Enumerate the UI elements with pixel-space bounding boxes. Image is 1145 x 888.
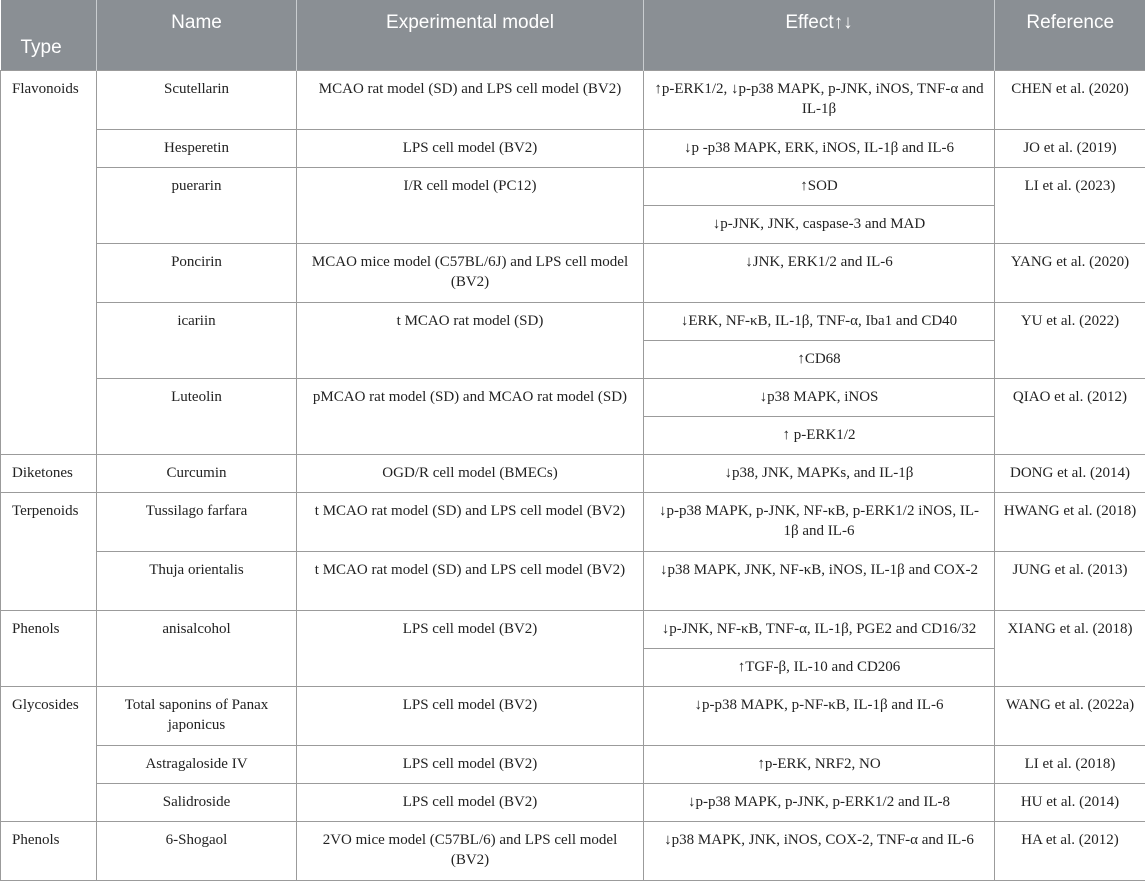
reference-cell: HA et al. (2012)	[995, 822, 1145, 881]
reference-cell: HWANG et al. (2018)	[995, 493, 1145, 552]
model-cell: LPS cell model (BV2)	[297, 611, 644, 687]
table-row	[1, 168, 1145, 206]
reference-cell: LI et al. (2018)	[995, 746, 1145, 784]
reference-cell: YU et al. (2022)	[995, 303, 1145, 379]
reference-cell: YANG et al. (2020)	[995, 244, 1145, 303]
reference-cell: JUNG et al. (2013)	[995, 552, 1145, 611]
model-cell: LPS cell model (BV2)	[297, 784, 644, 822]
model-cell: OGD/R cell model (BMECs)	[297, 455, 644, 493]
reference-cell: LI et al. (2023)	[995, 168, 1145, 244]
model-cell: LPS cell model (BV2)	[297, 130, 644, 168]
name-cell: Thuja orientalis	[97, 552, 297, 611]
reference-cell: CHEN et al. (2020)	[995, 71, 1145, 130]
header-type: Type	[1, 0, 97, 71]
table-row	[1, 455, 1145, 493]
model-cell: t MCAO rat model (SD) and LPS cell model (BV2)	[297, 493, 644, 552]
name-cell: Total saponins of Panax japonicus	[97, 687, 297, 746]
name-cell: Tussilago farfara	[97, 493, 297, 552]
effect-cell: ↑p-ERK, NRF2, NO	[644, 746, 995, 784]
header-reference: Reference	[995, 0, 1145, 71]
model-cell: LPS cell model (BV2)	[297, 687, 644, 746]
effect-cell: ↓p38, JNK, MAPKs, and IL-1β	[644, 455, 995, 493]
effect-cell: ↓p-p38 MAPK, p-NF-κB, IL-1β and IL-6	[644, 687, 995, 746]
name-cell: anisalcohol	[97, 611, 297, 687]
name-cell: Hesperetin	[97, 130, 297, 168]
table-row	[1, 379, 1145, 417]
model-cell: t MCAO rat model (SD) and LPS cell model (BV2)	[297, 552, 644, 611]
effect-cell: ↑CD68	[644, 341, 995, 379]
effect-cell: ↓p38 MAPK, JNK, iNOS, COX-2, TNF-α and IL-6	[644, 822, 995, 881]
table-row	[1, 71, 1145, 130]
table-row	[1, 784, 1145, 822]
type-cell: Glycosides	[1, 687, 97, 822]
table-row	[1, 822, 1145, 881]
model-cell: 2VO mice model (C57BL/6) and LPS cell model (BV2)	[297, 822, 644, 881]
effect-cell: ↓p38 MAPK, JNK, NF-κB, iNOS, IL-1β and COX-2	[644, 552, 995, 611]
table-row	[1, 687, 1145, 746]
effect-cell: ↓p-p38 MAPK, p-JNK, NF-κB, p-ERK1/2 iNOS, IL-1β and IL-6	[644, 493, 995, 552]
effect-cell: ↓p-p38 MAPK, p-JNK, p-ERK1/2 and IL-8	[644, 784, 995, 822]
reference-cell: WANG et al. (2022a)	[995, 687, 1145, 746]
name-cell: Curcumin	[97, 455, 297, 493]
type-cell: Phenols	[1, 822, 97, 881]
table-row	[1, 746, 1145, 784]
effect-cell: ↓p38 MAPK, iNOS	[644, 379, 995, 417]
type-cell: Phenols	[1, 611, 97, 687]
reference-cell: JO et al. (2019)	[995, 130, 1145, 168]
reference-cell: QIAO et al. (2012)	[995, 379, 1145, 455]
name-cell: Scutellarin	[97, 71, 297, 130]
effect-cell: ↓p-JNK, NF-κB, TNF-α, IL-1β, PGE2 and CD16/32	[644, 611, 995, 649]
table-row	[1, 552, 1145, 611]
model-cell: MCAO rat model (SD) and LPS cell model (BV2)	[297, 71, 644, 130]
type-cell: Terpenoids	[1, 493, 97, 611]
type-cell: Diketones	[1, 455, 97, 493]
effect-cell: ↑p-ERK1/2, ↓p-p38 MAPK, p-JNK, iNOS, TNF-α and IL-1β	[644, 71, 995, 130]
table-row	[1, 493, 1145, 552]
effect-cell: ↓p-JNK, JNK, caspase-3 and MAD	[644, 206, 995, 244]
type-cell: Flavonoids	[1, 71, 97, 455]
name-cell: Salidroside	[97, 784, 297, 822]
table-row	[1, 244, 1145, 303]
effect-cell: ↓ERK, NF-κB, IL-1β, TNF-α, Iba1 and CD40	[644, 303, 995, 341]
table-row	[1, 611, 1145, 649]
model-cell: LPS cell model (BV2)	[297, 746, 644, 784]
effect-cell: ↑SOD	[644, 168, 995, 206]
model-cell: pMCAO rat model (SD) and MCAO rat model (SD)	[297, 379, 644, 455]
effect-cell: ↑ p-ERK1/2	[644, 417, 995, 455]
effect-cell: ↓JNK, ERK1/2 and IL-6	[644, 244, 995, 303]
header-row	[1, 0, 1145, 71]
name-cell: Astragaloside IV	[97, 746, 297, 784]
table-row	[1, 130, 1145, 168]
table-row	[1, 303, 1145, 341]
name-cell: icariin	[97, 303, 297, 379]
name-cell: Luteolin	[97, 379, 297, 455]
model-cell: I/R cell model (PC12)	[297, 168, 644, 244]
model-cell: t MCAO rat model (SD)	[297, 303, 644, 379]
name-cell: Poncirin	[97, 244, 297, 303]
effect-cell: ↓p -p38 MAPK, ERK, iNOS, IL-1β and IL-6	[644, 130, 995, 168]
header-name: Name	[97, 0, 297, 71]
name-cell: 6-Shogaol	[97, 822, 297, 881]
reference-cell: HU et al. (2014)	[995, 784, 1145, 822]
model-cell: MCAO mice model (C57BL/6J) and LPS cell model (BV2)	[297, 244, 644, 303]
header-effect: Effect↑↓	[644, 0, 995, 71]
header-experimental-model: Experimental model	[297, 0, 644, 71]
name-cell: puerarin	[97, 168, 297, 244]
reference-cell: XIANG et al. (2018)	[995, 611, 1145, 687]
effect-cell: ↑TGF-β, IL-10 and CD206	[644, 649, 995, 687]
reference-cell: DONG et al. (2014)	[995, 455, 1145, 493]
